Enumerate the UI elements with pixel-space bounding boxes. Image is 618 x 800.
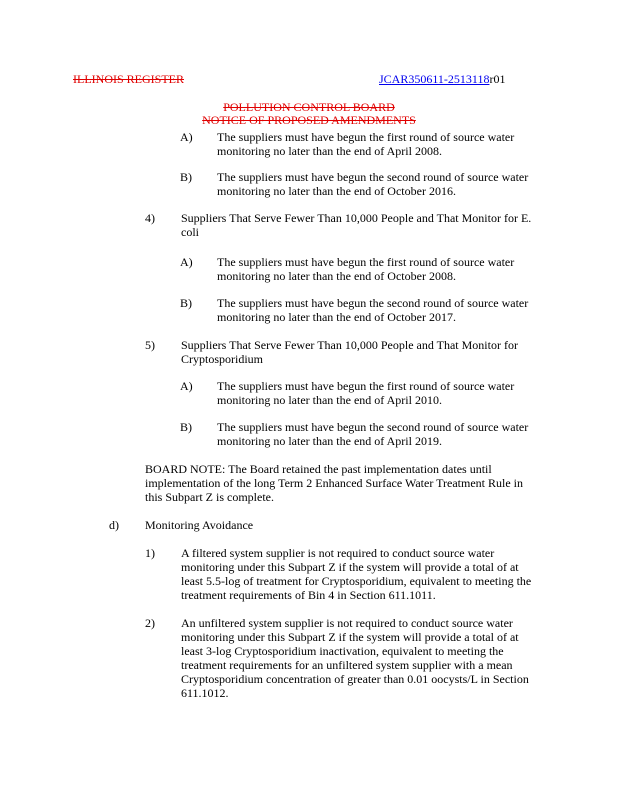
section-text: treatment requirements for an unfiltered system supplier with a mean: [181, 658, 513, 672]
section-label: 1): [145, 546, 155, 560]
section-text: 611.1012.: [181, 686, 229, 700]
section-text: coli: [181, 225, 199, 239]
section-text: A filtered system supplier is not required to conduct source water: [181, 546, 495, 560]
item-text: monitoring no later than the end of October 2017.: [217, 310, 456, 324]
section-text: Cryptosporidium: [181, 352, 264, 366]
jcar-suffix: r01: [489, 72, 506, 86]
notice-title: NOTICE OF PROPOSED AMENDMENTS: [202, 113, 416, 127]
section-label: 5): [145, 338, 155, 352]
board-note-text: this Subpart Z is complete.: [145, 490, 274, 504]
section-text: least 5.5-log of treatment for Cryptosporidium, equivalent to meeting the: [181, 574, 532, 588]
item-text: The suppliers must have begun the second round of source water: [217, 420, 529, 434]
board-note-text: implementation of the long Term 2 Enhanced Surface Water Treatment Rule in: [145, 476, 523, 490]
item-text: monitoring no later than the end of April 2010.: [217, 393, 442, 407]
section-text: An unfiltered system supplier is not required to conduct source water: [181, 616, 513, 630]
item-label: A): [180, 130, 193, 144]
jcar-id: [379, 72, 505, 87]
section-text: Suppliers That Serve Fewer Than 10,000 People and That Monitor for: [181, 338, 518, 352]
section-text: Suppliers That Serve Fewer Than 10,000 People and That Monitor for E.: [181, 211, 532, 225]
register-header: ILLINOIS REGISTER: [73, 72, 184, 86]
jcar-link[interactable]: JCAR350611-2513118: [379, 72, 490, 86]
section-text: monitoring under this Subpart Z if the system will provide a total of at: [181, 630, 519, 644]
item-text: The suppliers must have begun the first round of source water: [217, 130, 515, 144]
item-text: monitoring no later than the end of April 2019.: [217, 434, 442, 448]
subsection-title: Monitoring Avoidance: [145, 518, 254, 532]
section-text: monitoring under this Subpart Z if the system will provide a total of at: [181, 560, 519, 574]
section-text: Cryptosporidium concentration of greater than 0.01 oocysts/L in Section: [181, 672, 529, 686]
item-text: The suppliers must have begun the first round of source water: [217, 255, 515, 269]
section-text: treatment requirements of Bin 4 in Section 611.1011.: [181, 588, 436, 602]
item-text: The suppliers must have begun the second round of source water: [217, 170, 529, 184]
item-label: B): [180, 170, 192, 184]
agency-title: POLLUTION CONTROL BOARD: [223, 100, 395, 114]
board-note-text: BOARD NOTE: The Board retained the past implementation dates until: [145, 462, 492, 476]
item-text: The suppliers must have begun the second round of source water: [217, 296, 529, 310]
item-text: monitoring no later than the end of April 2008.: [217, 144, 442, 158]
item-text: The suppliers must have begun the first round of source water: [217, 379, 515, 393]
item-label: B): [180, 296, 192, 310]
subsection-label: d): [109, 518, 119, 532]
item-text: monitoring no later than the end of October 2008.: [217, 269, 456, 283]
item-label: B): [180, 420, 192, 434]
item-label: A): [180, 255, 193, 269]
section-label: 2): [145, 616, 155, 630]
item-text: monitoring no later than the end of October 2016.: [217, 184, 456, 198]
section-label: 4): [145, 211, 155, 225]
section-text: least 3-log Cryptosporidium inactivation, equivalent to meeting the: [181, 644, 504, 658]
item-label: A): [180, 379, 193, 393]
